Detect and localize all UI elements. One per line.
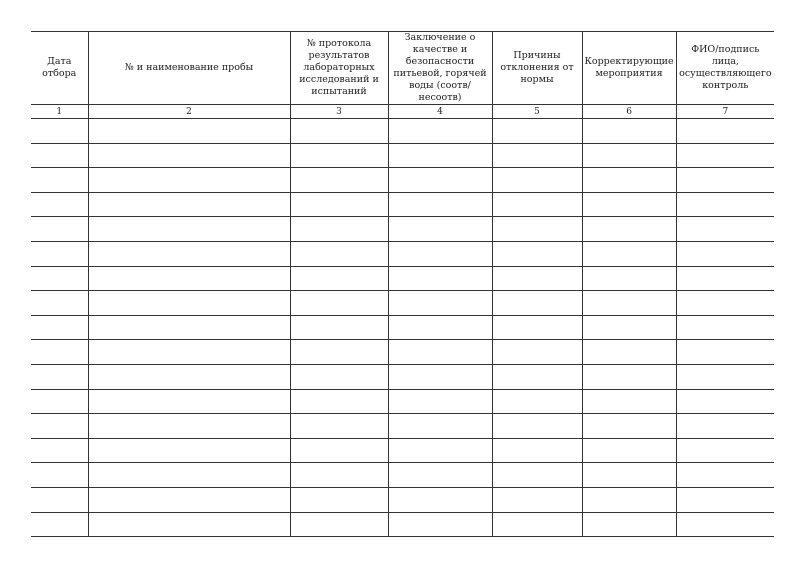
empty-cell (676, 143, 774, 168)
table-body (31, 119, 774, 537)
empty-cell (492, 414, 582, 439)
empty-cell (31, 315, 88, 340)
empty-cell (582, 512, 676, 537)
column-header-responsible-person: ФИО/подпись лица, осуществляющего контроль (676, 32, 774, 105)
empty-cell (582, 438, 676, 463)
empty-cell (582, 463, 676, 488)
empty-cell (582, 266, 676, 291)
empty-cell (582, 192, 676, 217)
column-number: 4 (388, 105, 492, 119)
empty-cell (492, 168, 582, 193)
empty-cell (676, 487, 774, 512)
empty-cell (88, 438, 290, 463)
empty-cell (388, 291, 492, 316)
empty-cell (88, 143, 290, 168)
empty-cell (492, 315, 582, 340)
empty-cell (290, 487, 388, 512)
empty-cell (88, 266, 290, 291)
empty-cell (388, 119, 492, 144)
empty-cell (88, 487, 290, 512)
empty-cell (492, 340, 582, 365)
empty-cell (492, 463, 582, 488)
empty-cell (582, 487, 676, 512)
empty-cell (676, 463, 774, 488)
empty-cell (676, 217, 774, 242)
empty-cell (388, 512, 492, 537)
empty-cell (31, 241, 88, 266)
empty-cell (290, 512, 388, 537)
empty-cell (31, 389, 88, 414)
empty-cell (676, 414, 774, 439)
empty-cell (388, 389, 492, 414)
empty-cell (492, 266, 582, 291)
empty-cell (582, 389, 676, 414)
empty-cell (31, 438, 88, 463)
empty-cell (31, 340, 88, 365)
empty-cell (582, 241, 676, 266)
journal-form (31, 31, 774, 537)
empty-cell (290, 389, 388, 414)
empty-cell (676, 119, 774, 144)
empty-cell (676, 364, 774, 389)
empty-cell (31, 414, 88, 439)
empty-cell (582, 168, 676, 193)
table-row (31, 315, 774, 340)
column-header-quality-conclusion: Заключение о качестве и безопасности питьевой, горячей воды (соотв/несоотв) (388, 32, 492, 105)
empty-cell (88, 389, 290, 414)
empty-cell (492, 438, 582, 463)
empty-cell (492, 364, 582, 389)
empty-cell (31, 168, 88, 193)
empty-cell (388, 438, 492, 463)
empty-cell (492, 291, 582, 316)
table-row (31, 291, 774, 316)
table-row (31, 487, 774, 512)
table-row (31, 512, 774, 537)
empty-cell (492, 487, 582, 512)
table-row (31, 438, 774, 463)
column-number: 6 (582, 105, 676, 119)
empty-cell (492, 241, 582, 266)
column-number: 2 (88, 105, 290, 119)
table-row (31, 119, 774, 144)
empty-cell (582, 364, 676, 389)
empty-cell (388, 241, 492, 266)
empty-cell (492, 192, 582, 217)
empty-cell (31, 291, 88, 316)
empty-cell (676, 241, 774, 266)
empty-cell (88, 168, 290, 193)
empty-cell (582, 414, 676, 439)
empty-cell (290, 414, 388, 439)
empty-cell (388, 143, 492, 168)
empty-cell (31, 217, 88, 242)
empty-cell (290, 143, 388, 168)
empty-cell (88, 217, 290, 242)
column-number: 5 (492, 105, 582, 119)
empty-cell (31, 512, 88, 537)
empty-cell (388, 168, 492, 193)
empty-cell (31, 192, 88, 217)
empty-cell (290, 266, 388, 291)
empty-cell (88, 463, 290, 488)
empty-cell (88, 340, 290, 365)
empty-cell (388, 414, 492, 439)
empty-cell (582, 315, 676, 340)
empty-cell (676, 291, 774, 316)
empty-cell (88, 315, 290, 340)
empty-cell (676, 192, 774, 217)
empty-cell (676, 438, 774, 463)
empty-cell (290, 315, 388, 340)
empty-cell (290, 168, 388, 193)
empty-cell (88, 241, 290, 266)
empty-cell (88, 414, 290, 439)
empty-cell (290, 364, 388, 389)
empty-cell (31, 364, 88, 389)
empty-cell (676, 315, 774, 340)
empty-cell (388, 463, 492, 488)
column-number: 3 (290, 105, 388, 119)
table-row (31, 414, 774, 439)
empty-cell (492, 389, 582, 414)
empty-cell (388, 340, 492, 365)
empty-cell (388, 192, 492, 217)
empty-cell (31, 487, 88, 512)
empty-cell (290, 192, 388, 217)
empty-cell (676, 512, 774, 537)
empty-cell (31, 266, 88, 291)
table-row (31, 143, 774, 168)
empty-cell (31, 463, 88, 488)
empty-cell (582, 340, 676, 365)
empty-cell (88, 291, 290, 316)
empty-cell (290, 241, 388, 266)
empty-cell (290, 463, 388, 488)
column-number: 7 (676, 105, 774, 119)
empty-cell (290, 340, 388, 365)
empty-cell (290, 119, 388, 144)
empty-cell (676, 389, 774, 414)
table-row (31, 340, 774, 365)
column-number: 1 (31, 105, 88, 119)
empty-cell (582, 143, 676, 168)
empty-cell (388, 217, 492, 242)
empty-cell (492, 143, 582, 168)
empty-cell (582, 291, 676, 316)
column-header-protocol-number: № протокола результатов лабораторных исследований и испытаний (290, 32, 388, 105)
column-header-corrective-actions: Корректирующие мероприятия (582, 32, 676, 105)
empty-cell (492, 217, 582, 242)
table-row (31, 192, 774, 217)
empty-cell (492, 119, 582, 144)
column-header-deviation-reasons: Причины отклонения от нормы (492, 32, 582, 105)
table-row (31, 389, 774, 414)
empty-cell (582, 217, 676, 242)
table-row (31, 241, 774, 266)
empty-cell (388, 266, 492, 291)
table-row (31, 217, 774, 242)
table-row (31, 364, 774, 389)
empty-cell (388, 364, 492, 389)
header-row (31, 32, 774, 105)
empty-cell (88, 512, 290, 537)
empty-cell (31, 143, 88, 168)
empty-cell (290, 438, 388, 463)
empty-cell (582, 119, 676, 144)
table-row (31, 266, 774, 291)
empty-cell (88, 192, 290, 217)
empty-cell (388, 315, 492, 340)
empty-cell (31, 119, 88, 144)
column-number-row (31, 105, 774, 119)
table-row (31, 463, 774, 488)
empty-cell (676, 266, 774, 291)
empty-cell (676, 340, 774, 365)
empty-cell (290, 291, 388, 316)
column-header-sample-name: № и наименование пробы (88, 32, 290, 105)
empty-cell (492, 512, 582, 537)
empty-cell (88, 364, 290, 389)
empty-cell (290, 217, 388, 242)
empty-cell (676, 168, 774, 193)
water-quality-journal-table (31, 31, 774, 537)
table-row (31, 168, 774, 193)
empty-cell (88, 119, 290, 144)
column-header-sampling-date: Дата отбора (31, 32, 88, 105)
empty-cell (388, 487, 492, 512)
